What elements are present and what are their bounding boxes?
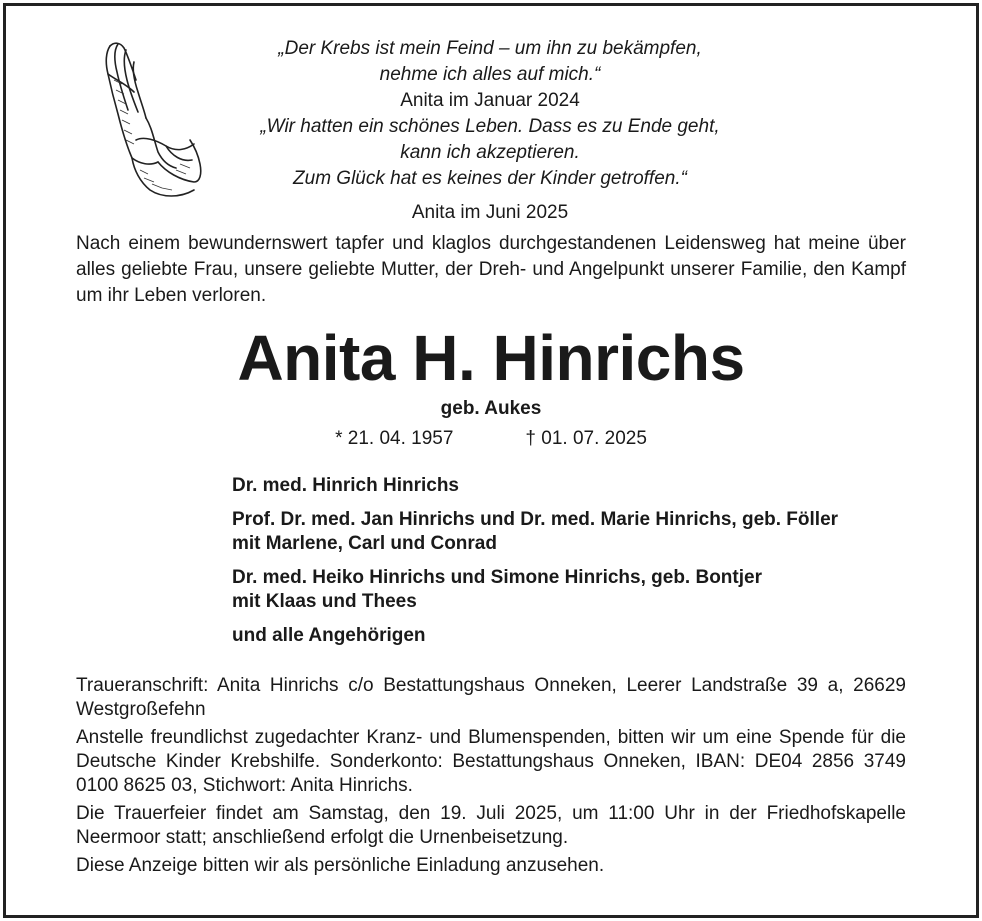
quote2-attribution: Anita im Juni 2025 <box>411 202 569 223</box>
ceremony-notice: Die Trauerfeier findet am Samstag, den 19. Juli 2025, um 11:00 Uhr in der Friedhofskapelle Neermoor statt; anschließend erfolgt die Urnenbeisetzung. <box>76 803 906 848</box>
family-line-jan: Prof. Dr. med. Jan Hinrichs und Dr. med. Marie Hinrichs, geb. Föller <box>232 509 839 530</box>
family-entry-heiko <box>232 566 932 614</box>
death-date: † 01. 07. 2025 <box>525 428 647 449</box>
intro-text: Nach einem bewundernswert tapfer und klaglos durchgestandenen Leidensweg hat meine über alles geliebte Frau, unsere geliebte Mutter, der Dreh- und Angelpunkt unserer Familie, den Kampf um ihr Leben verloren. <box>76 233 906 306</box>
life-dates <box>0 426 982 452</box>
quote1-line1: „Der Krebs ist mein Feind – um ihn zu bekämpfen, <box>278 38 702 59</box>
family-line-heiko-children: mit Klaas und Thees <box>232 591 417 612</box>
quotes-block <box>230 36 750 226</box>
notices-block <box>76 674 906 882</box>
quote1-attribution: Anita im Januar 2024 <box>400 90 580 111</box>
invitation-notice: Diese Anzeige bitten wir als persönliche Einladung anzusehen. <box>76 855 605 876</box>
family-entry-jan <box>232 508 932 556</box>
mourning-address: Traueranschrift: Anita Hinrichs c/o Bestattungshaus Onneken, Leerer Landstraße 39 a, 26629 Westgroßefehn <box>76 675 906 720</box>
family-line-husband: Dr. med. Hinrich Hinrichs <box>232 475 459 496</box>
birth-date: * 21. 04. 1957 <box>335 428 454 449</box>
family-line-relatives: und alle Angehörigen <box>232 625 426 646</box>
maiden-name: geb. Aukes <box>440 398 542 419</box>
quote2-line1: „Wir hatten ein schönes Leben. Dass es zu Ende geht, <box>260 116 720 137</box>
family-line-heiko: Dr. med. Heiko Hinrichs und Simone Hinrichs, geb. Bontjer <box>232 567 762 588</box>
praying-hands-icon <box>96 40 206 200</box>
donation-notice: Anstelle freundlichst zugedachter Kranz- und Blumenspenden, bitten wir um eine Spende für die Deutsche Kinder Krebshilfe. Sonderkonto: Bestattungshaus Onneken, IBAN: DE04 2856 3749 0100 8625 03, Stichwort: Anita Hinrichs. <box>76 727 906 796</box>
quote2-line3: Zum Glück hat es keines der Kinder getroffen.“ <box>293 168 687 189</box>
quote1-line2: nehme ich alles auf mich.“ <box>379 64 601 85</box>
family-line-jan-children: mit Marlene, Carl und Conrad <box>232 533 497 554</box>
family-list <box>232 474 932 658</box>
quote2-line2: kann ich akzeptieren. <box>400 142 580 163</box>
deceased-name: Anita H. Hinrichs <box>237 322 745 394</box>
